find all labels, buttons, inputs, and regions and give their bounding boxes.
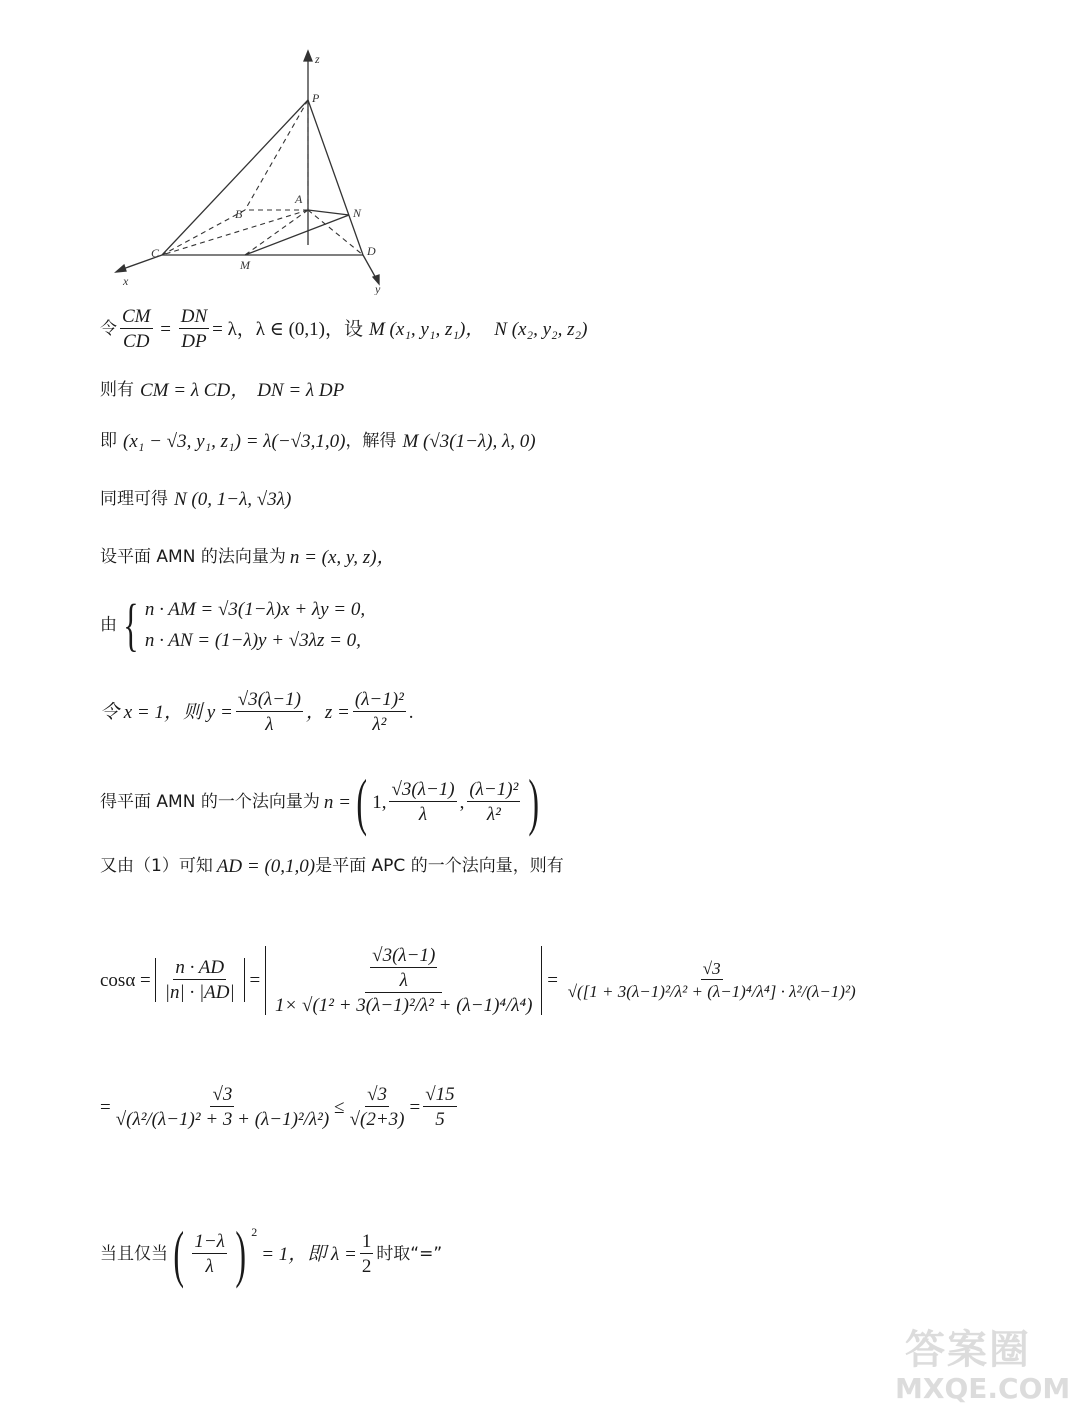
label-y: y — [375, 282, 381, 295]
line-cos-alpha: cosα = $\frac{n \cdot AD}{|n| \cdot |AD|}$ = $\frac{\frac{√3(\lambda-1)}{\lambda}}{\text{1× √(1² + 3(λ−1)²/λ² + (λ−1)⁴/λ⁴)}}$ = $\frac{√3}{\text{√([1 + 3(λ−1)²/λ² + (λ−1)⁴/λ⁴] · λ²/(λ−1)²)}}$ — [100, 944, 856, 1016]
watermark-logo: 答案圈 — [905, 1327, 1031, 1373]
label-N: N — [353, 206, 362, 220]
label-B: B — [235, 207, 243, 221]
label-C: C — [151, 246, 160, 260]
line-solve-M: 即 (x₁ − √3, y₁, z₁) = λ(−√3,1,0) ，解得 M (√3(1−λ), λ, 0) — [100, 431, 536, 452]
line-AD-normal: 又由（1）可知 AD = (0,1,0) 是平面 APC 的一个法向量，则有 — [100, 856, 564, 877]
line-equality-condition: 当且仅当 ( $\frac{1-\lambda}{\lambda}$ ) $^2$ = 1，即 λ = $\frac{1}{2}$ 时取“=” — [100, 1218, 443, 1289]
line-inequality: = $\frac{√3}{\text{√(λ²/(λ−1)² + 3 + (λ−1)²/λ²)}}$ ≤ $\frac{√3}{√(2+3)}$ = $\frac{√15}{5}$ — [100, 1084, 455, 1130]
line-solve-N: 同理可得 N (0, 1−λ, √3λ) — [100, 489, 292, 510]
line-normal-vector-result: 得平面 AMN 的一个法向量为 n = ( 1, $\frac{√3(\lambda-1)}{\lambda}$ , $\frac{\text{(λ−1)²}}{\text{λ²}}$ ) — [100, 766, 540, 837]
label-A: A — [295, 192, 303, 206]
system-row-1: n · AM = √3(1−λ)x + λy = 0, — [144, 599, 366, 620]
line-equation-system: 由 { n · AM = √3(1−λ)x + λy = 0, n · AN = (1−λ)y + √3λz = 0, — [100, 592, 366, 657]
line-vector-relations: 则有 CM = λ CD， DN = λ DP — [100, 380, 345, 401]
label-z: z — [315, 52, 320, 66]
system-row-2: n · AN = (1−λ)y + √3λz = 0, — [144, 630, 361, 651]
label-x: x — [123, 274, 129, 288]
label-D: D — [367, 244, 376, 258]
label-P: P — [312, 91, 320, 105]
line-ratio-definition: 令 $\frac{CM}{CD}$ = $\frac{DN}{DP}$ = λ，λ ∈ (0,1)，设 M (x₁, y₁, z₁)， N (x₂, y₂, z₂) — [100, 306, 588, 352]
line-normal-vector-def: 设平面 AMN 的法向量为 n = (x, y, z)， — [100, 547, 396, 568]
watermark-url: MXQE.COM — [895, 1372, 1071, 1405]
label-M: M — [240, 258, 250, 272]
pyramid-figure — [105, 45, 405, 295]
line-set-x: 令 x = 1，则 y = $\frac{√3(\lambda-1)}{\lambda}$ ，z = $\frac{\text{(λ−1)²}}{\text{λ²}}$ . — [100, 689, 414, 735]
